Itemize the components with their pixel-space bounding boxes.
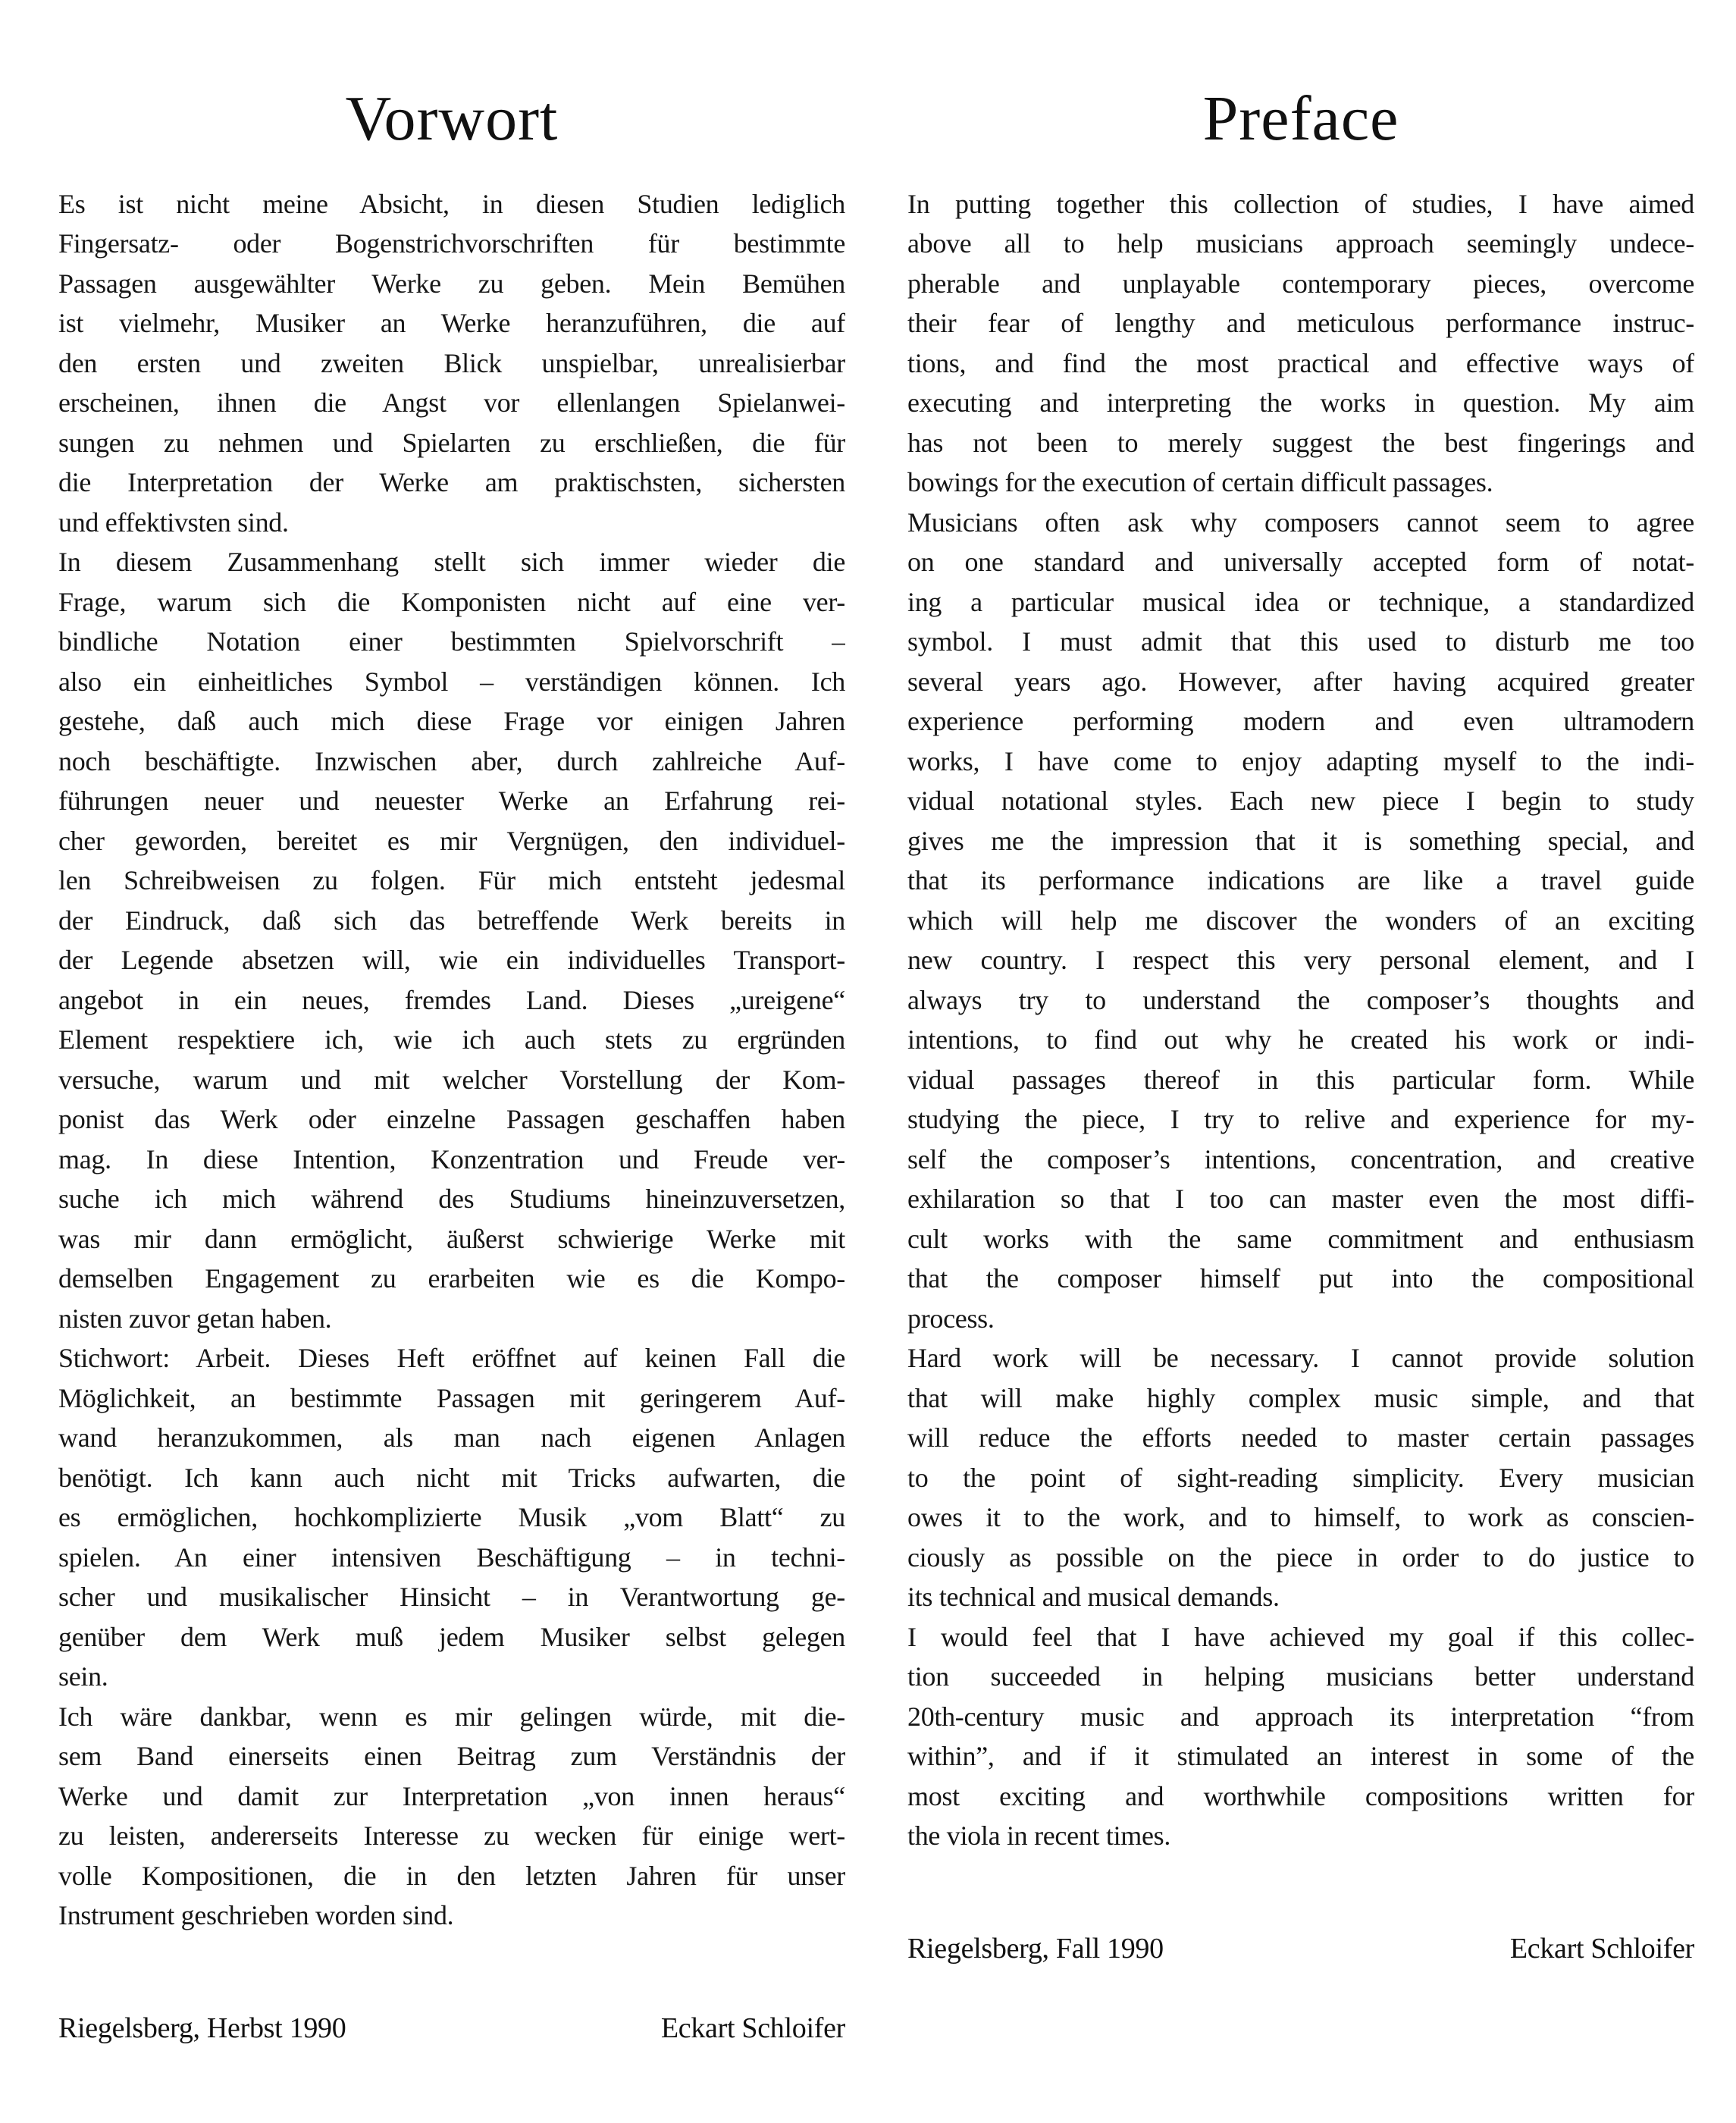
text-line: that the composer himself put into the compositional [907, 1263, 1694, 1294]
paragraph [907, 1617, 1694, 1856]
text-line: len Schreibweisen zu folgen. Für mich entsteht jedesmal [58, 865, 845, 896]
paragraph [58, 542, 845, 1338]
german-place-date: Riegelsberg, Herbst 1990 [58, 2012, 346, 2044]
text-line: ist vielmehr, Musiker an Werke heranzuführen, die auf [58, 308, 845, 339]
text-line: erscheinen, ihnen die Angst vor ellenlangen Spielanwei- [58, 387, 845, 419]
text-line: bowings for the execution of certain difficult passages. [907, 467, 1493, 498]
text-line: sem Band einerseits einen Beitrag zum Verständnis der [58, 1741, 845, 1772]
text-line: angebot in ein neues, fremdes Land. Dieses „ureigene“ [58, 984, 845, 1015]
text-line: sein. [58, 1661, 108, 1692]
text-line: above all to help musicians approach seemingly undece- [907, 228, 1694, 259]
text-line: exhilaration so that I too can master even the most diffi- [907, 1184, 1694, 1215]
text-line: versuche, warum und mit welcher Vorstellung der Kom- [58, 1064, 845, 1095]
english-preface-column [907, 0, 1694, 1965]
text-line: always try to understand the composer’s thoughts and [907, 984, 1694, 1015]
text-line: was mir dann ermöglicht, äußerst schwierige Werke mit [58, 1223, 845, 1254]
text-line: pherable and unplayable contemporary pieces, overcome [907, 268, 1694, 299]
text-line: works, I have come to enjoy adapting myself to the indi- [907, 745, 1694, 776]
text-line: Fingersatz- oder Bogenstrichvorschriften für bestimmte [58, 228, 845, 259]
text-line: studying the piece, I try to relive and experience for my- [907, 1104, 1694, 1135]
text-line: new country. I respect this very personal element, and I [907, 945, 1694, 976]
text-line: their fear of lengthy and meticulous performance instruc- [907, 308, 1694, 339]
paragraph [907, 184, 1694, 503]
text-line: nisten zuvor getan haben. [58, 1303, 332, 1334]
english-body-text [907, 184, 1694, 1856]
german-preface-column [58, 0, 845, 2045]
text-line: Möglichkeit, an bestimmte Passagen mit geringerem Auf- [58, 1382, 845, 1413]
text-line: bindliche Notation einer bestimmten Spielvorschrift – [58, 626, 845, 657]
english-signature-row [907, 1932, 1694, 1965]
text-line: Werke und damit zur Interpretation „von innen heraus“ [58, 1780, 845, 1811]
text-line: that will make highly complex music simple, and that [907, 1382, 1694, 1413]
text-line: die Interpretation der Werke am praktischsten, sichersten [58, 467, 845, 498]
text-line: scher und musikalischer Hinsicht – in Verantwortung ge- [58, 1582, 845, 1613]
text-line: cult works with the same commitment and enthusiasm [907, 1223, 1694, 1254]
text-line: demselben Engagement zu erarbeiten wie es die Kompo- [58, 1263, 845, 1294]
text-line: experience performing modern and even ultramodern [907, 706, 1694, 737]
text-line: will reduce the efforts needed to master certain passages [907, 1422, 1694, 1453]
text-line: volle Kompositionen, die in den letzten Jahren für unser [58, 1860, 845, 1891]
text-line: on one standard and universally accepted form of notat- [907, 547, 1694, 578]
text-line: that its performance indications are like a travel guide [907, 865, 1694, 896]
text-line: within”, and if it stimulated an interest in some of the [907, 1741, 1694, 1772]
text-line: spielen. An einer intensiven Beschäftigung – in techni- [58, 1541, 845, 1573]
text-line: self the composer’s intentions, concentration, and creative [907, 1143, 1694, 1174]
german-title: Vorwort [345, 83, 559, 154]
text-line: Instrument geschrieben worden sind. [58, 1900, 454, 1931]
text-line: den ersten und zweiten Blick unspielbar, unrealisierbar [58, 347, 845, 378]
text-line: several years ago. However, after having acquired greater [907, 666, 1694, 697]
text-line: es ermöglichen, hochkomplizierte Musik „vom Blatt“ zu [58, 1502, 845, 1533]
text-line: Frage, warum sich die Komponisten nicht auf eine ver- [58, 586, 845, 617]
text-line: In diesem Zusammenhang stellt sich immer wieder die [58, 547, 845, 578]
text-line: noch beschäftigte. Inzwischen aber, durch zahlreiche Auf- [58, 745, 845, 776]
text-line: Es ist nicht meine Absicht, in diesen Studien lediglich [58, 188, 845, 219]
paragraph [907, 503, 1694, 1339]
text-line: genüber dem Werk muß jedem Musiker selbst gelegen [58, 1621, 845, 1652]
text-line: most exciting and worthwhile compositions written for [907, 1780, 1694, 1811]
text-line: symbol. I must admit that this used to disturb me too [907, 626, 1694, 657]
text-line: Element respektiere ich, wie ich auch stets zu ergründen [58, 1024, 845, 1055]
text-line: gestehe, daß auch mich diese Frage vor einigen Jahren [58, 706, 845, 737]
text-line: has not been to merely suggest the best fingerings and [907, 427, 1694, 458]
english-title: Preface [1202, 83, 1399, 154]
text-line: Stichwort: Arbeit. Dieses Heft eröffnet auf keinen Fall die [58, 1343, 845, 1374]
text-line: process. [907, 1303, 995, 1334]
text-line: tion succeeded in helping musicians better understand [907, 1661, 1694, 1692]
text-line: owes it to the work, and to himself, to work as conscien- [907, 1502, 1694, 1533]
text-line: Ich wäre dankbar, wenn es mir gelingen würde, mit die- [58, 1701, 845, 1732]
text-line: tions, and find the most practical and effective ways of [907, 347, 1694, 378]
text-line: wand heranzukommen, als man nach eigenen Anlagen [58, 1422, 845, 1453]
text-line: suche ich mich während des Studiums hineinzuversetzen, [58, 1184, 845, 1215]
text-line: benötigt. Ich kann auch nicht mit Tricks aufwarten, die [58, 1462, 845, 1493]
text-line: Passagen ausgewählter Werke zu geben. Mein Bemühen [58, 268, 845, 299]
text-line: Hard work will be necessary. I cannot provide solution [907, 1343, 1694, 1374]
text-line: Musicians often ask why composers cannot seem to agree [907, 506, 1694, 538]
text-line: der Legende absetzen will, wie ein individuelles Transport- [58, 945, 845, 976]
text-line: mag. In diese Intention, Konzentration und Freude ver- [58, 1143, 845, 1174]
german-signature-row [58, 2012, 845, 2045]
text-line: der Eindruck, daß sich das betreffende Werk bereits in [58, 905, 845, 936]
text-line: the viola in recent times. [907, 1820, 1171, 1852]
text-line: führungen neuer und neuester Werke an Erfahrung rei- [58, 786, 845, 817]
text-line: sungen zu nehmen und Spielarten zu erschließen, die für [58, 427, 845, 458]
text-line: ing a particular musical idea or technique, a standardized [907, 586, 1694, 617]
text-line: vidual passages thereof in this particular form. While [907, 1064, 1694, 1095]
text-line: I would feel that I have achieved my goal if this collec- [907, 1621, 1694, 1652]
paragraph [58, 184, 845, 543]
text-line: to the point of sight-reading simplicity. Every musician [907, 1462, 1694, 1493]
text-line: ponist das Werk oder einzelne Passagen geschaffen haben [58, 1104, 845, 1135]
text-line: ciously as possible on the piece in order to do justice to [907, 1541, 1694, 1573]
text-line: In putting together this collection of studies, I have aimed [907, 188, 1694, 219]
text-line: executing and interpreting the works in question. My aim [907, 387, 1694, 419]
text-line: 20th-century music and approach its interpretation “from [907, 1701, 1694, 1732]
text-line: und effektivsten sind. [58, 506, 289, 538]
text-line: intentions, to find out why he created his work or indi- [907, 1024, 1694, 1055]
paragraph [58, 1338, 845, 1697]
text-line: zu leisten, andererseits Interesse zu wecken für einige wert- [58, 1820, 845, 1852]
text-line: its technical and musical demands. [907, 1582, 1280, 1613]
text-line: also ein einheitliches Symbol – verständigen können. Ich [58, 666, 845, 697]
german-author-name: Eckart Schloifer [660, 2012, 845, 2044]
english-author-name: Eckart Schloifer [1509, 1932, 1694, 1965]
german-body-text [58, 184, 845, 1936]
text-line: gives me the impression that it is something special, and [907, 825, 1694, 856]
text-line: cher geworden, bereitet es mir Vergnügen, den individuel- [58, 825, 845, 856]
text-line: vidual notational styles. Each new piece I begin to study [907, 786, 1694, 817]
paragraph [58, 1697, 845, 1936]
english-place-date: Riegelsberg, Fall 1990 [907, 1932, 1164, 1965]
text-line: which will help me discover the wonders of an exciting [907, 905, 1694, 936]
paragraph [907, 1338, 1694, 1617]
